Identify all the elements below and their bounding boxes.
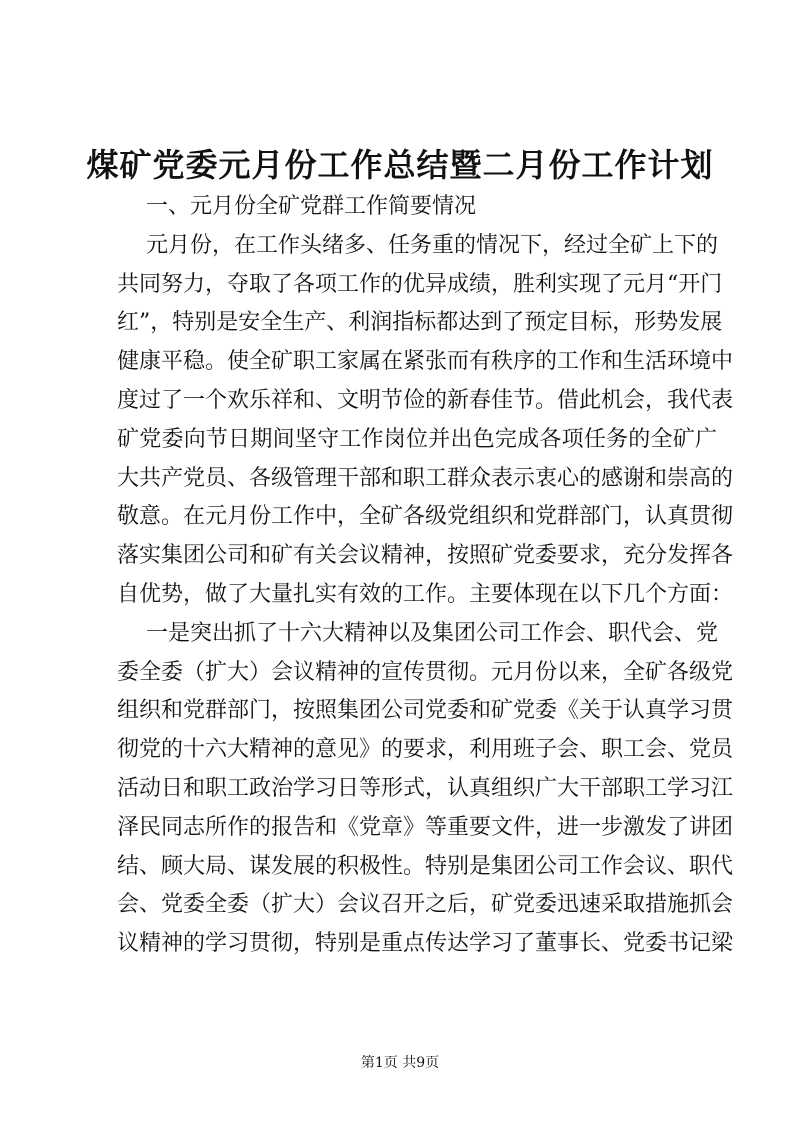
paragraph-line: 共同努力，夺取了各项工作的优异成绩，胜利实现了元月“开门 bbox=[117, 271, 723, 297]
paragraph-line: 活动日和职工政治学习日等形式，认真组织广大干部职工学习江 bbox=[117, 775, 734, 801]
page-total: 共9页 bbox=[402, 1055, 440, 1071]
paragraph-line: 议精神的学习贯彻，特别是重点传达学习了董事长、党委书记梁 bbox=[117, 931, 734, 957]
paragraph-line: 元月份，在工作头绪多、任务重的情况下，经过全矿上下的 bbox=[146, 232, 719, 258]
paragraph-line: 红”，特别是安全生产、利润指标都达到了预定目标，形势发展 bbox=[117, 310, 723, 336]
page-footer bbox=[0, 1052, 800, 1072]
paragraph-line: 度过了一个欢乐祥和、文明节俭的新春佳节。借此机会，我代表 bbox=[117, 387, 734, 413]
paragraph-line: 泽民同志所作的报告和《党章》等重要文件，进一步激发了讲团 bbox=[117, 814, 734, 840]
paragraph-line: 会、党委全委（扩大）会议召开之后，矿党委迅速采取措施抓会 bbox=[117, 892, 734, 918]
paragraph-line: 结、顾大局、谋发展的积极性。特别是集团公司工作会议、职代 bbox=[117, 853, 734, 879]
paragraph-line: 健康平稳。使全矿职工家属在紧张而有秩序的工作和生活环境中 bbox=[117, 349, 734, 375]
paragraph-line: 落实集团公司和矿有关会议精神，按照矿党委要求，充分发挥各 bbox=[117, 543, 734, 569]
paragraph-line: 一是突出抓了十六大精神以及集团公司工作会、职代会、党 bbox=[146, 620, 719, 646]
paragraph-line: 自优势，做了大量扎实有效的工作。主要体现在以下几个方面： bbox=[117, 581, 734, 607]
paragraph-line: 敬意。在元月份工作中，全矿各级党组织和党群部门，认真贯彻 bbox=[117, 504, 734, 530]
section-heading: 一、元月份全矿党群工作简要情况 bbox=[146, 194, 477, 219]
paragraph-line: 大共产党员、各级管理干部和职工群众表示衷心的感谢和崇高的 bbox=[117, 465, 734, 491]
document-body bbox=[117, 188, 734, 964]
paragraph-line: 委全委（扩大）会议精神的宣传贯彻。元月份以来，全矿各级党 bbox=[117, 659, 734, 685]
page-number: 第1页 bbox=[360, 1055, 398, 1071]
paragraph-1 bbox=[117, 227, 734, 615]
paragraph-2 bbox=[117, 615, 734, 964]
paragraph-line: 组织和党群部门，按照集团公司党委和矿党委《关于认真学习贯 bbox=[117, 698, 734, 724]
paragraph-line: 彻党的十六大精神的意见》的要求，利用班子会、职工会、党员 bbox=[117, 737, 734, 763]
paragraph-line: 矿党委向节日期间坚守工作岗位并出色完成各项任务的全矿广 bbox=[117, 426, 717, 452]
document-title: 煤矿党委元月份工作总结暨二月份工作计划 bbox=[86, 146, 714, 184]
